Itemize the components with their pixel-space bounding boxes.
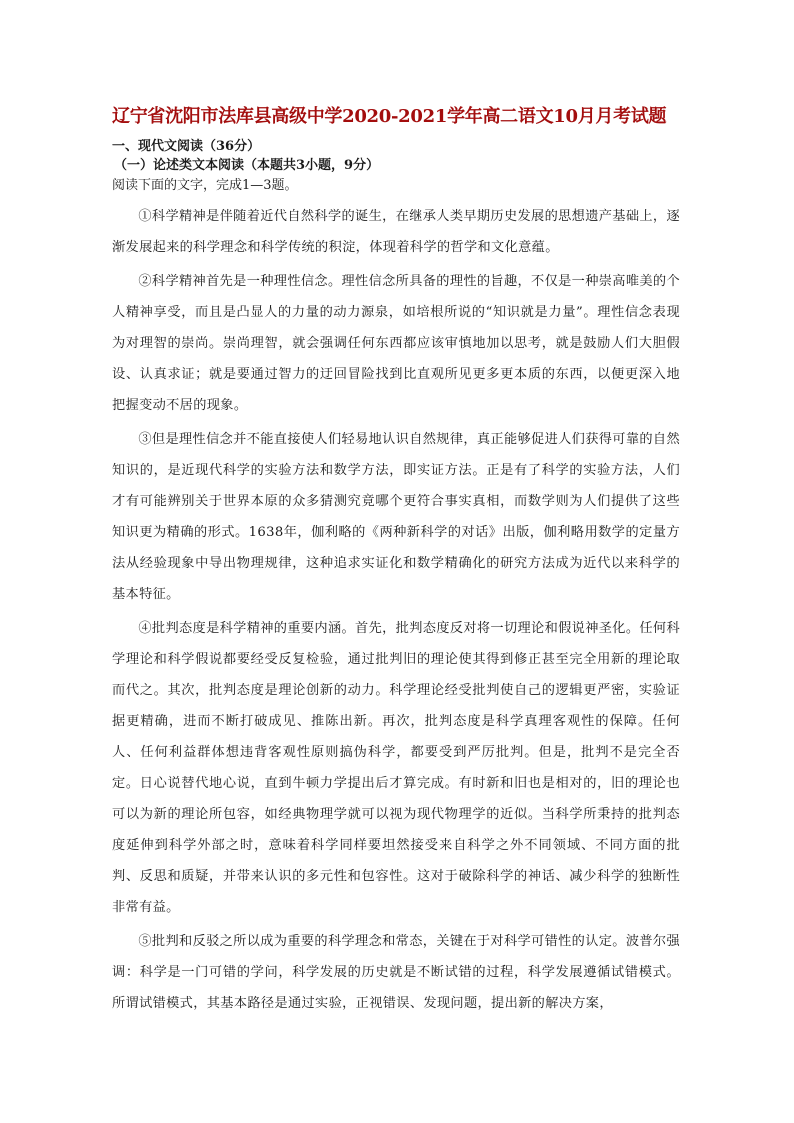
subsection-heading: （一）论述类文本阅读（本题共3小题，9分） xyxy=(114,158,380,173)
passage-paragraph-4: ④批判态度是科学精神的重要内涵。首先，批判态度反对将一切理论和假说神圣化。任何科学理论和科学假说都要经受反复检验，通过批判旧的理论使其得到修正甚至完全用新的理论取而代之。其次，批判态度是理论创新的动力。科学理论经受批判使自己的逻辑更严密，实验证据更精确，进而不断打破成见、推陈出新。再次，批判态度是科学真理客观性的保障。任何人、任何利益群体想违背客观性原则搞伪科学，都要受到严厉批判。但是，批判不是完全否定。日心说替代地心说，直到牛顿力学提出后才算完成。有时新和旧也是相对的，旧的理论也可以为新的理论所包容，如经典物理学就可以视为现代物理学的近似。当科学所秉持的批判态度延伸到科学外部之时，意味着科学同样要坦然接受来自科学之外不同领域、不同方面的批判、反思和质疑，并带来认识的多元性和包容性。这对于破除科学的神话、减少科学的独断性非常有益。 xyxy=(112,621,680,915)
passage-paragraph-3: ③但是理性信念并不能直接使人们轻易地认识自然规律，真正能够促进人们获得可靠的自然知识的，是近现代科学的实验方法和数学方法，即实证方法。正是有了科学的实验方法，人们才有可能辨别关于世界本原的众多猜测究竟哪个更符合事实真相，而数学则为人们提供了这些知识更为精确的形式。1638年，伽利略的《两种新科学的对话》出版，伽利略用数学的定量方法从经验现象中导出物理规律，这种追求实证化和数学精确化的研究方法成为近代以来科学的基本特征。 xyxy=(112,432,680,602)
exam-title: 辽宁省沈阳市法库县高级中学2020-2021学年高二语文10月月考试题 xyxy=(112,106,667,127)
section-heading: 一、现代文阅读（36分） xyxy=(112,139,261,154)
passage-body xyxy=(112,201,680,1022)
passage-paragraph-1: ①科学精神是伴随着近代自然科学的诞生，在继承人类早期历史发展的思想遗产基础上，逐渐发展起来的科学理念和科学传统的积淀，体现着科学的哲学和文化意蕴。 xyxy=(112,209,680,255)
passage-paragraph-2: ②科学精神首先是一种理性信念。理性信念所具备的理性的旨趣，不仅是一种崇高唯美的个人精神享受，而且是凸显人的力量的动力源泉，如培根所说的“知识就是力量”。理性信念表现为对理智的崇尚。崇尚理智，就会强调任何东西都应该审慎地加以思考，就是鼓励人们大胆假设、认真求证；就是要通过智力的迂回冒险找到比直观所见更多更本质的东西，以便更深入地把握变动不居的现象。 xyxy=(112,274,680,413)
passage-paragraph-5: ⑤批判和反驳之所以成为重要的科学理念和常态，关键在于对科学可错性的认定。波普尔强调：科学是一门可错的学问，科学发展的历史就是不断试错的过程，科学发展遵循试错模式。所谓试错模式，其基本路径是通过实验，正视错误、发现问题，提出新的解决方案， xyxy=(112,934,680,1011)
reading-instruction: 阅读下面的文字，完成1—3题。 xyxy=(112,178,298,193)
